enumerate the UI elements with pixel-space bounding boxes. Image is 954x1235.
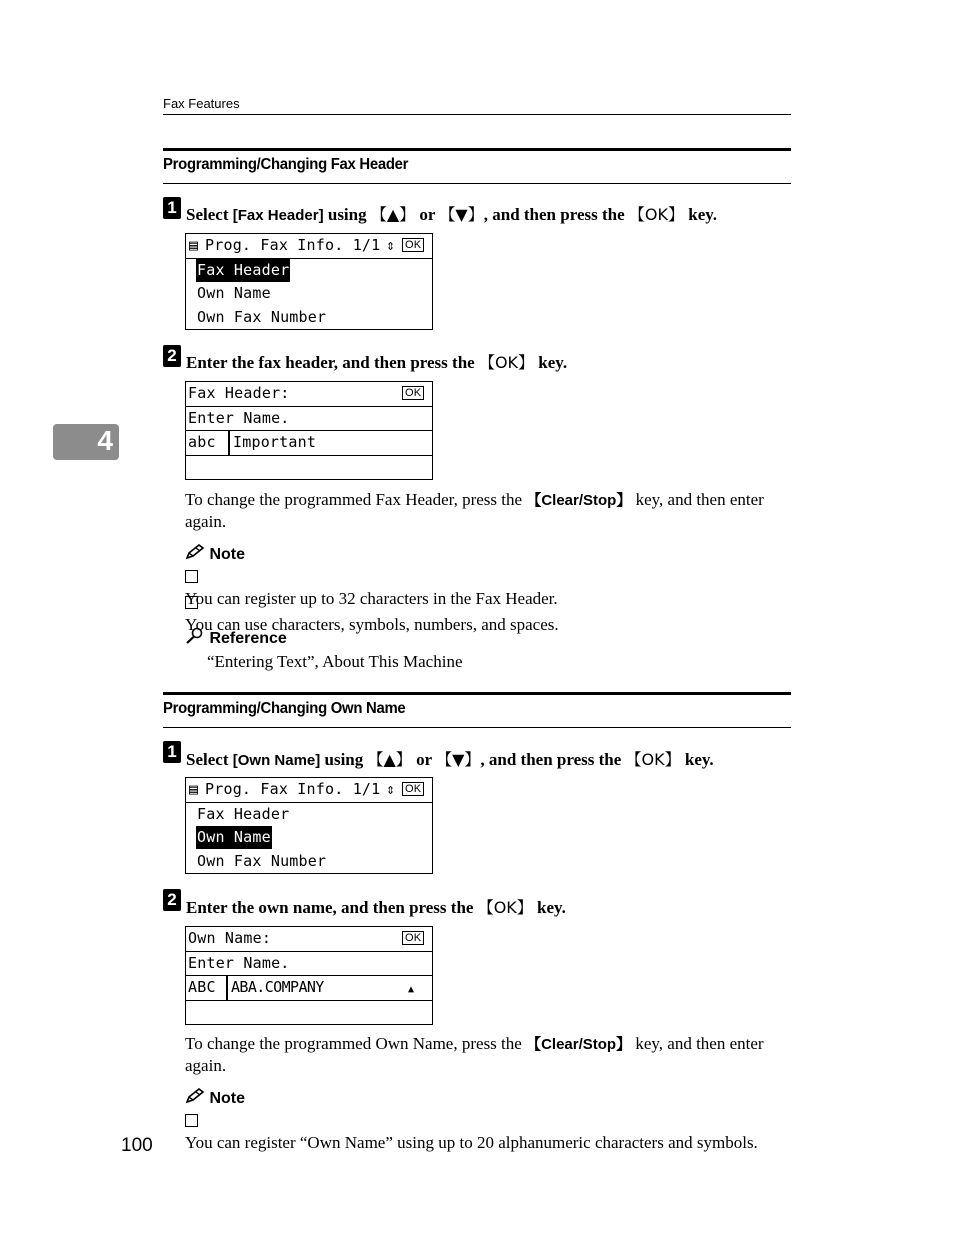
- section-title-own-name: Programming/Changing Own Name: [163, 700, 406, 717]
- key-clear-stop: 【Clear/Stop】: [526, 1036, 632, 1053]
- note-item: You can register up to 32 characters in the Fax Header.: [185, 567, 791, 609]
- updown-arrows-icon: ⇕: [386, 780, 396, 798]
- key-clear-stop: 【Clear/Stop】: [526, 492, 632, 509]
- step-instruction: Enter the own name, and then press the 【OK】 key.: [186, 898, 566, 917]
- section-rule-top: [163, 148, 791, 151]
- lcd-title: Fax Header:: [188, 384, 290, 402]
- section-rule-bottom: [163, 727, 791, 728]
- updown-arrows-icon: ⇕: [386, 236, 396, 254]
- lcd-input-value: ABA.COMPANY: [231, 978, 324, 996]
- step-number: 2: [163, 889, 181, 911]
- key-label-own-name: [Own Name]: [232, 752, 321, 769]
- lcd-menu-screen: [185, 233, 433, 330]
- note-heading: Note: [185, 544, 245, 564]
- document-icon: ▤: [189, 236, 199, 254]
- page-number: 100: [121, 1135, 153, 1156]
- checkbox-bullet-icon: [185, 570, 198, 583]
- step-number: 1: [163, 741, 181, 763]
- change-instruction: To change the programmed Fax Header, press the 【Clear/Stop】 key, and then enter again.: [185, 490, 764, 531]
- checkbox-bullet-icon: [185, 1114, 198, 1127]
- lcd-prompt: Enter Name.: [188, 408, 290, 427]
- step-number: 2: [163, 345, 181, 367]
- checkbox-bullet-icon: [185, 596, 198, 609]
- key-up-arrow: 【▲】: [367, 750, 412, 769]
- ok-icon: OK: [402, 238, 424, 252]
- lcd-menu-item: Fax Header: [197, 804, 290, 823]
- magnifier-icon: [185, 627, 205, 645]
- step-number: 1: [163, 197, 181, 219]
- lcd-menu-item: Own Fax Number: [197, 307, 327, 326]
- change-instruction: To change the programmed Own Name, press the 【Clear/Stop】 key, and then enter again.: [185, 1034, 764, 1075]
- chapter-tab: [53, 424, 119, 460]
- lcd-title: Prog. Fax Info. 1/1: [205, 780, 381, 798]
- key-label-fax-header: [Fax Header]: [232, 207, 324, 224]
- pencil-icon: [185, 544, 205, 560]
- lcd-title: Prog. Fax Info. 1/1: [205, 236, 381, 254]
- document-icon: ▤: [189, 780, 199, 798]
- section-title-fax-header: Programming/Changing Fax Header: [163, 156, 409, 173]
- ok-icon: OK: [402, 931, 424, 945]
- cursor-up-icon: ▲: [408, 984, 415, 995]
- lcd-menu-screen: [185, 777, 433, 874]
- step-instruction: Select [Fax Header] using 【▲】 or 【▼】, and then press the 【OK】 key.: [186, 205, 718, 224]
- lcd-title: Own Name:: [188, 929, 272, 947]
- key-down-arrow: 【▼】: [436, 750, 481, 769]
- section-rule-bottom: [163, 183, 791, 184]
- key-ok: 【OK】: [478, 353, 535, 372]
- reference-text: “Entering Text”, About This Machine: [207, 652, 463, 671]
- running-head-rule: [163, 114, 791, 115]
- key-up-arrow: 【▲】: [370, 205, 416, 224]
- key-ok: 【OK】: [628, 205, 684, 224]
- lcd-menu-item-selected: Fax Header: [196, 259, 290, 282]
- section-rule-top: [163, 692, 791, 695]
- lcd-menu-item-selected: Own Name: [196, 826, 272, 849]
- key-down-arrow: 【▼】: [439, 205, 484, 224]
- lcd-menu-item: Own Fax Number: [197, 851, 327, 870]
- lcd-input-value: Important: [233, 433, 317, 451]
- running-head: Fax Features: [163, 96, 240, 111]
- note-item: You can register “Own Name” using up to 20 alphanumeric characters and symbols.: [185, 1111, 791, 1153]
- ok-icon: OK: [402, 386, 424, 400]
- chapter-number: 4: [97, 425, 113, 456]
- ok-icon: OK: [402, 782, 424, 796]
- reference-heading: Reference: [185, 627, 287, 648]
- lcd-entry-screen: [185, 926, 433, 1025]
- note-heading: Note: [185, 1088, 245, 1108]
- lcd-menu-item: Own Name: [197, 284, 271, 302]
- step-instruction: Enter the fax header, and then press the 【OK】 key.: [186, 353, 568, 372]
- key-ok: 【OK】: [477, 898, 533, 917]
- note-item: You can use characters, symbols, numbers, and spaces.: [185, 593, 791, 635]
- lcd-prompt: Enter Name.: [188, 953, 290, 972]
- lcd-input-mode: abc: [188, 433, 216, 451]
- lcd-entry-screen: [185, 381, 433, 480]
- key-ok: 【OK】: [625, 750, 681, 769]
- lcd-input-mode: ABC: [188, 978, 216, 996]
- step-instruction: Select [Own Name] using 【▲】 or 【▼】, and then press the 【OK】 key.: [186, 750, 714, 769]
- pencil-icon: [185, 1088, 205, 1104]
